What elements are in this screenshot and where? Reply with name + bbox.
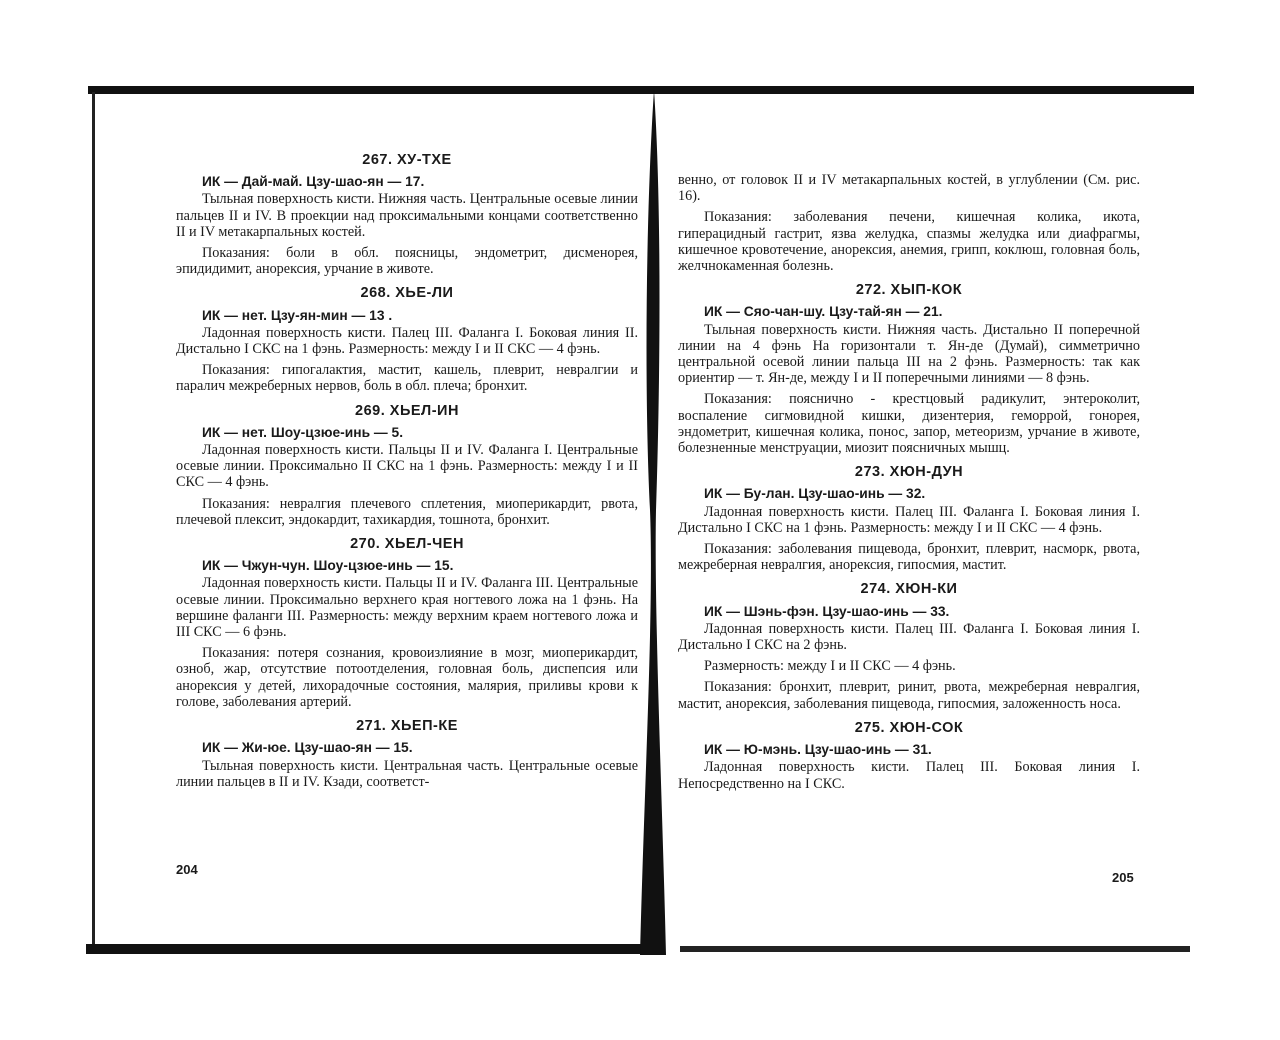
entry bbox=[176, 536, 638, 710]
left-page bbox=[176, 150, 638, 790]
book-spine-shadow bbox=[640, 90, 666, 955]
entry bbox=[678, 464, 1140, 573]
entry-paragraph: Размерность: между I и II СКС — 4 фэнь. bbox=[704, 658, 956, 675]
entry-title: 273. ХЮН-ДУН bbox=[854, 464, 964, 481]
entry-title: 272. ХЫП-КОК bbox=[855, 282, 963, 299]
entry-paragraph: Тыльная поверхность кисти. Нижняя часть. Центральные осевые линии пальцев II и IV. В проекции над проксимальными концами соответственно II и IV метакарпальных костей. bbox=[176, 191, 638, 240]
entry-point: ИК — нет. Шоу-цзюе-инь — 5. bbox=[202, 424, 404, 440]
entry-paragraph: Тыльная поверхность кисти. Центральная часть. Центральные осевые линии пальцев в II и IV. Кзади, соответст- bbox=[176, 757, 638, 790]
entry-paragraph: Тыльная поверхность кисти. Нижняя часть. Дистально II поперечной линии на 4 фэнь На горизонтали т. Ян-де (Думай), симметрично центральной осевой линии пальца III на 2 фэнь. Размерность: так как ориентир — т. Ян-де, между I и II поперечными линиями — 8 фэнь. bbox=[678, 321, 1140, 387]
entry bbox=[176, 152, 638, 277]
entry-paragraph: Показания: заболевания печени, кишечная колика, икота, гиперацидный гастрит, язва желудка, спазмы желудка или диафрагмы, кишечное кровотечение, анорексия, анемия, грипп, коклюш, головная боль, желчнокаменная болезнь. bbox=[678, 209, 1140, 275]
entry bbox=[176, 403, 638, 528]
page-edge-left bbox=[92, 92, 95, 952]
page-number-right: 205 bbox=[1112, 870, 1134, 885]
entry-paragraph: Показания: гипогалактия, мастит, кашель, плеврит, невралгии и паралич межреберных нервов, боль в обл. плеча; бронхит. bbox=[176, 362, 638, 395]
entry-paragraph: Показания: потеря сознания, кровоизлияние в мозг, миоперикардит, озноб, жар, отсутствие потоотделения, головная боль, диспепсия или анорексия у детей, лихорадочные состояния, малярия, приливы крови к голове, заболевания артерий. bbox=[176, 645, 638, 710]
entry-paragraph: Ладонная поверхность кисти. Пальцы II и IV. Фаланга III. Центральные осевые линии. Проксимально верхнего края ногтевого ложа на 1 фэнь. На вершине фаланги III. Размерность: между верхним краем ногтевого ложа и III СКС — 6 фэнь. bbox=[176, 575, 638, 641]
entry-paragraph: Показания: заболевания пищевода, бронхит, плеврит, насморк, рвота, межреберная невралгия, анорексия, гипосмия, мастит. bbox=[678, 541, 1140, 574]
entry-paragraph: Ладонная поверхность кисти. Палец III. Фаланга I. Боковая линия II. Дистально I СКС на 1 фэнь. Размерность: между I и II СКС — 4 фэнь. bbox=[176, 324, 638, 358]
entry-title: 274. ХЮН-КИ bbox=[860, 581, 958, 598]
entry bbox=[678, 720, 1140, 792]
entry-paragraph: Показания: боли в обл. поясницы, эндометрит, дисменорея, эпидидимит, анорексия, урчание в животе. bbox=[176, 245, 638, 278]
page-edge-bottom-left bbox=[86, 944, 646, 954]
entry-paragraph: Ладонная поверхность кисти. Палец III. Фаланга I. Боковая линия I. Дистально I СКС на 2 фэнь. bbox=[678, 620, 1140, 654]
entry-point: ИК — Бу-лан. Цзу-шао-инь — 32. bbox=[704, 486, 926, 502]
entry-paragraph: венно, от головок II и IV метакарпальных костей, в углублении (См. рис. 16). bbox=[678, 172, 1140, 205]
entry bbox=[678, 581, 1140, 711]
entry-point: ИК — Ю-мэнь. Цзу-шао-инь — 31. bbox=[704, 742, 932, 758]
entry-paragraph: Показания: пояснично - крестцовый радикулит, энтероколит, воспаление сигмовидной кишки, дизентерия, геморрой, гонорея, эндометрит, кишечная колика, понос, запор, метеоризм, урчание в животе, болезненные менструации, миозит поясничных мышц. bbox=[678, 391, 1140, 457]
entry-point: ИК — Сяо-чан-шу. Цзу-тай-ян — 21. bbox=[704, 304, 943, 320]
entry-point: ИК — Чжун-чун. Шоу-цзюе-инь — 15. bbox=[202, 558, 454, 574]
entry-title: 268. ХЬЕ-ЛИ bbox=[360, 285, 454, 302]
entry-point: ИК — Дай-май. Цзу-шао-ян — 17. bbox=[202, 174, 425, 190]
page-number-left: 204 bbox=[176, 862, 198, 877]
entry-paragraph: Ладонная поверхность кисти. Палец III. Боковая линия I. Непосредственно на I СКС. bbox=[678, 759, 1140, 792]
entry-title: 275. ХЮН-СОК bbox=[854, 719, 964, 736]
entry-point: ИК — Шэнь-фэн. Цзу-шао-инь — 33. bbox=[704, 603, 950, 619]
entry-paragraph: Ладонная поверхность кисти. Пальцы II и IV. Фаланга I. Центральные осевые линии. Проксимально II СКС на 1 фэнь. Размерность: между I и II СКС — 4 фэнь. bbox=[176, 442, 638, 491]
continuation bbox=[678, 172, 1140, 274]
entry-title: 267. ХУ-ТХЕ bbox=[362, 152, 452, 168]
entry-title: 269. ХЬЕЛ-ИН bbox=[355, 402, 459, 419]
entry-paragraph: Ладонная поверхность кисти. Палец III. Фаланга I. Боковая линия I. Дистально I СКС на 1 фэнь. Размерность: между I и II СКС — 4 фэнь. bbox=[678, 503, 1140, 536]
entry-point: ИК — Жи-юе. Цзу-шао-ян — 15. bbox=[202, 740, 413, 756]
entry-title: 271. ХЬЕП-КЕ bbox=[356, 718, 458, 735]
right-page bbox=[678, 172, 1140, 792]
entry-paragraph: Показания: бронхит, плеврит, ринит, рвота, межреберная невралгия, мастит, анорексия, заболевания пищевода, гипосмия, заложенность носа. bbox=[678, 679, 1140, 712]
entry-point: ИК — нет. Цзу-ян-мин — 13 . bbox=[202, 307, 393, 323]
entry bbox=[176, 718, 638, 790]
entry-paragraph: Показания: невралгия плечевого сплетения, миоперикардит, рвота, плечевой плексит, эндокардит, тахикардия, тошнота, бронхит. bbox=[176, 495, 638, 528]
entry bbox=[678, 282, 1140, 456]
entry-title: 270. ХЬЕЛ-ЧЕН bbox=[350, 536, 464, 553]
entry bbox=[176, 285, 638, 394]
page-edge-bottom-right bbox=[680, 946, 1190, 952]
